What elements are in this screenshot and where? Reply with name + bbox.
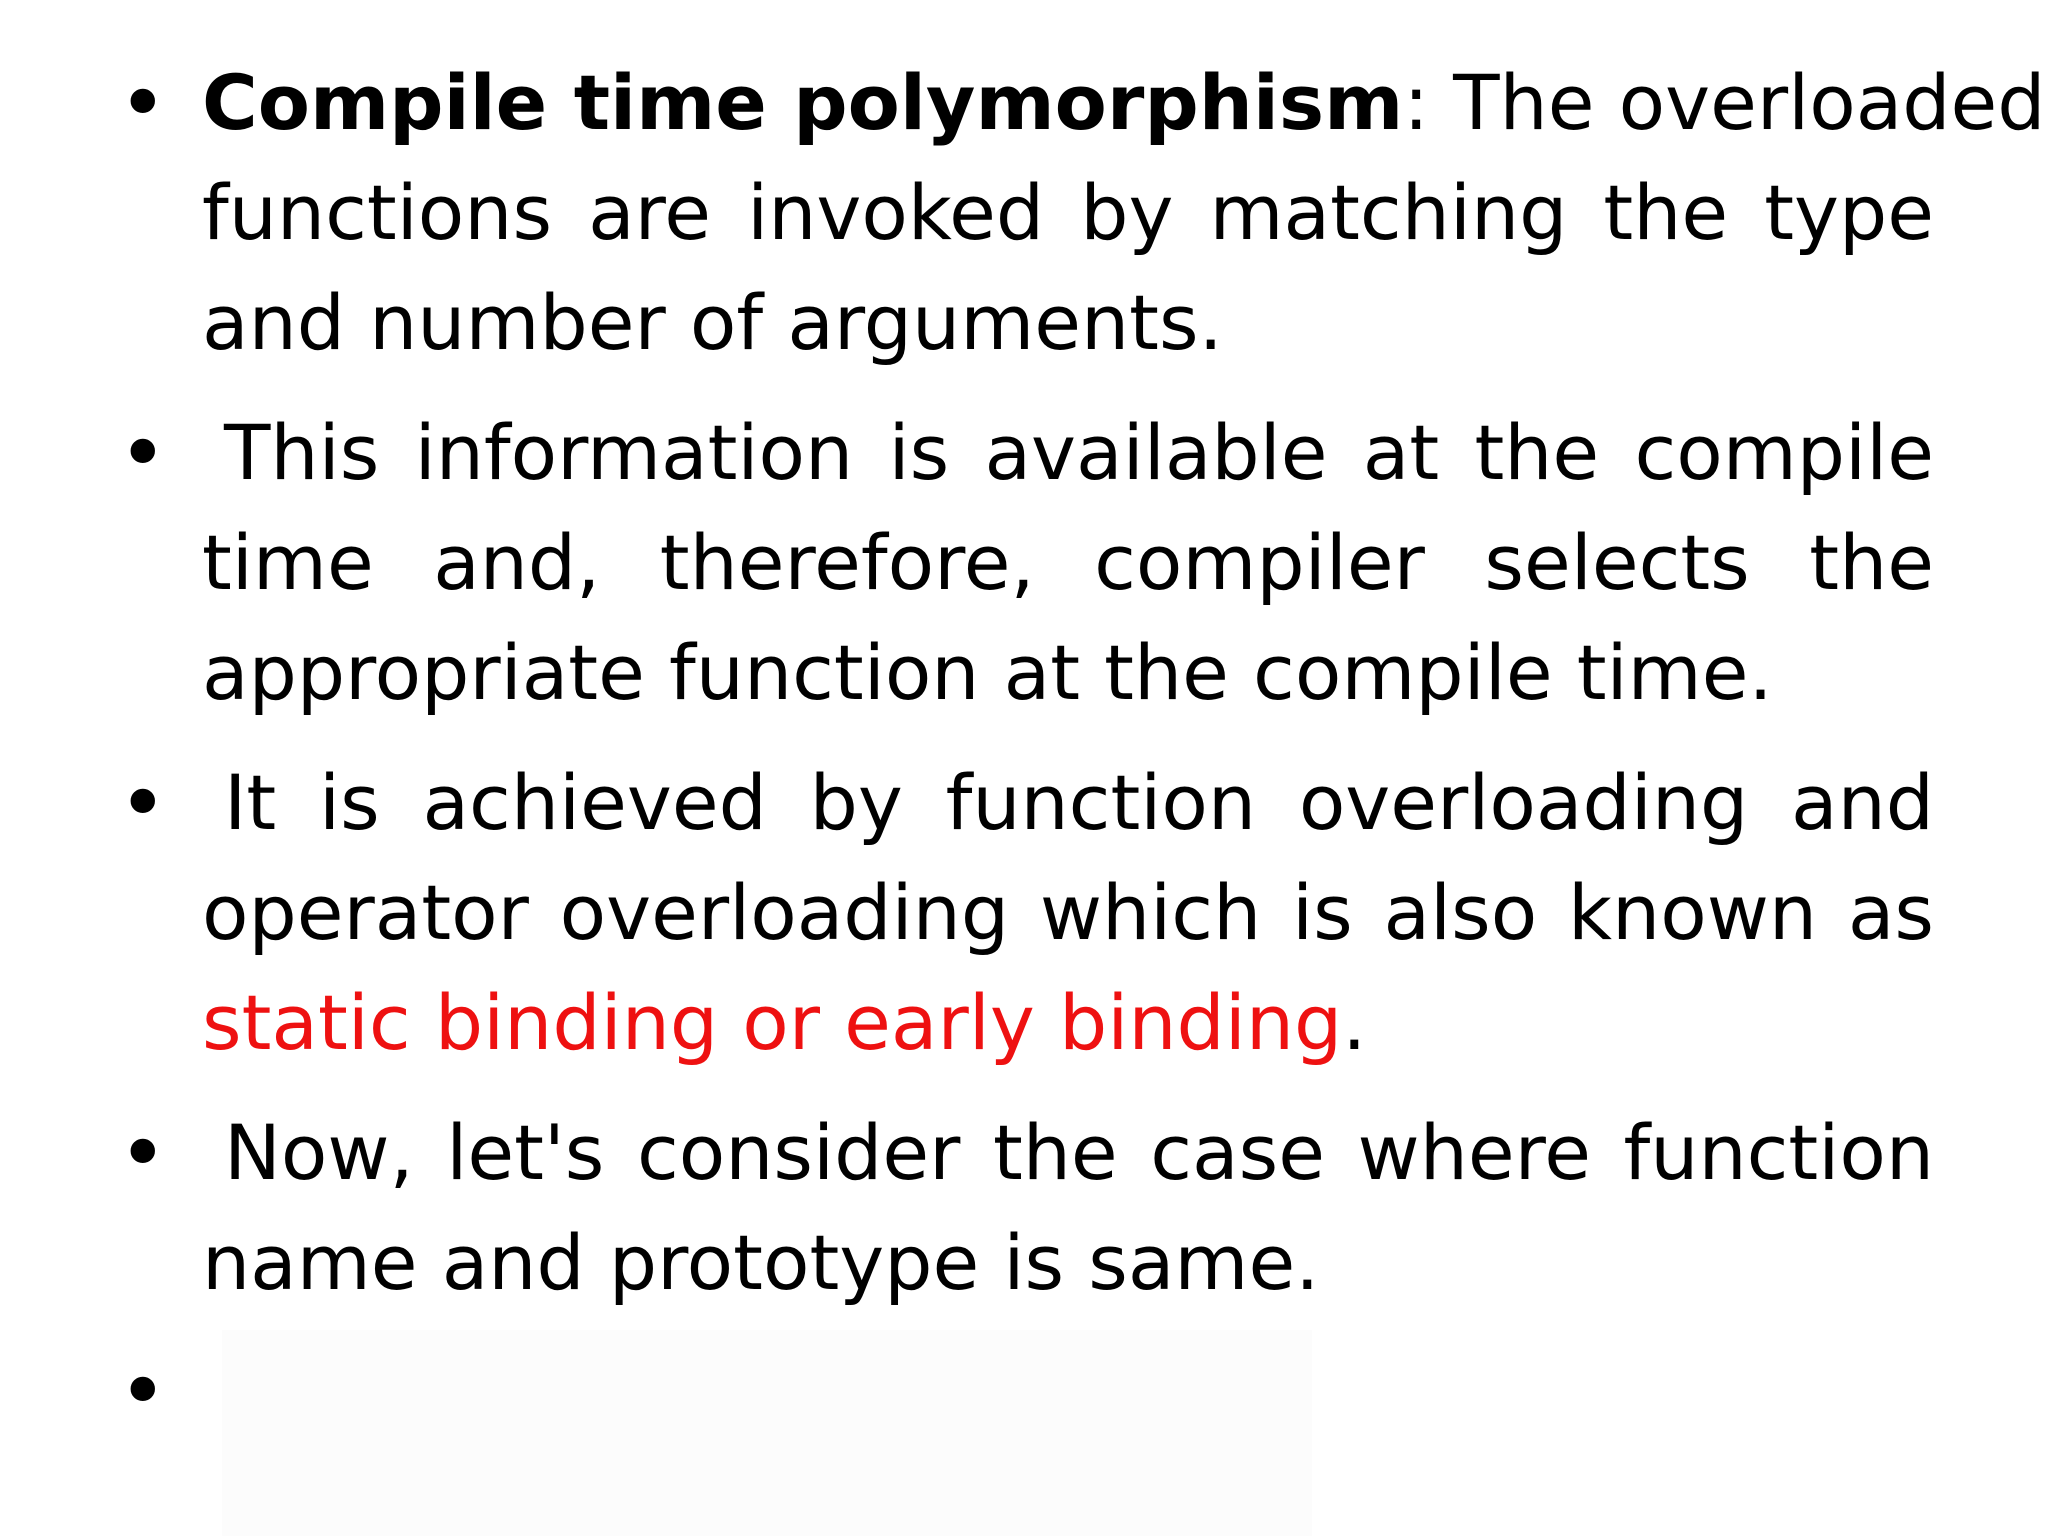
bullet-line — [202, 1098, 1934, 1208]
bullet-line — [202, 748, 1934, 858]
bullet-line — [202, 398, 1934, 508]
bullet-text: This information is available at the compile — [224, 408, 1934, 497]
bullet-dot: • — [118, 54, 168, 152]
bullet-dot: • — [118, 404, 168, 502]
bullet-line — [202, 48, 2046, 158]
trailing-period: . — [1342, 978, 1367, 1067]
bold-term: Compile time polymorphism — [202, 58, 1404, 147]
bullet-line — [202, 968, 1934, 1078]
bullet-line: appropriate function at the compile time. — [202, 628, 1773, 717]
bullet-line: operator overloading which is also known as — [202, 868, 1934, 957]
bullet-line: time and, therefore, compiler selects the — [202, 518, 1934, 607]
bullet-line: functions are invoked by matching the type — [202, 168, 1934, 257]
bullet-dot: • — [118, 754, 168, 852]
bullet-line: and number of arguments. — [202, 278, 1223, 367]
bullet-line: name and prototype is same. — [202, 1218, 1320, 1307]
bullet-dot: • — [118, 1342, 168, 1440]
highlighted-text: static binding or early binding — [202, 978, 1343, 1067]
bullet-text: It is achieved by function overloading and — [224, 758, 1934, 847]
bullet-text: Now, let's consider the case where function — [224, 1108, 1934, 1197]
bullet-dot: • — [118, 1104, 168, 1202]
bullet-text: : The overloaded — [1403, 58, 2046, 147]
